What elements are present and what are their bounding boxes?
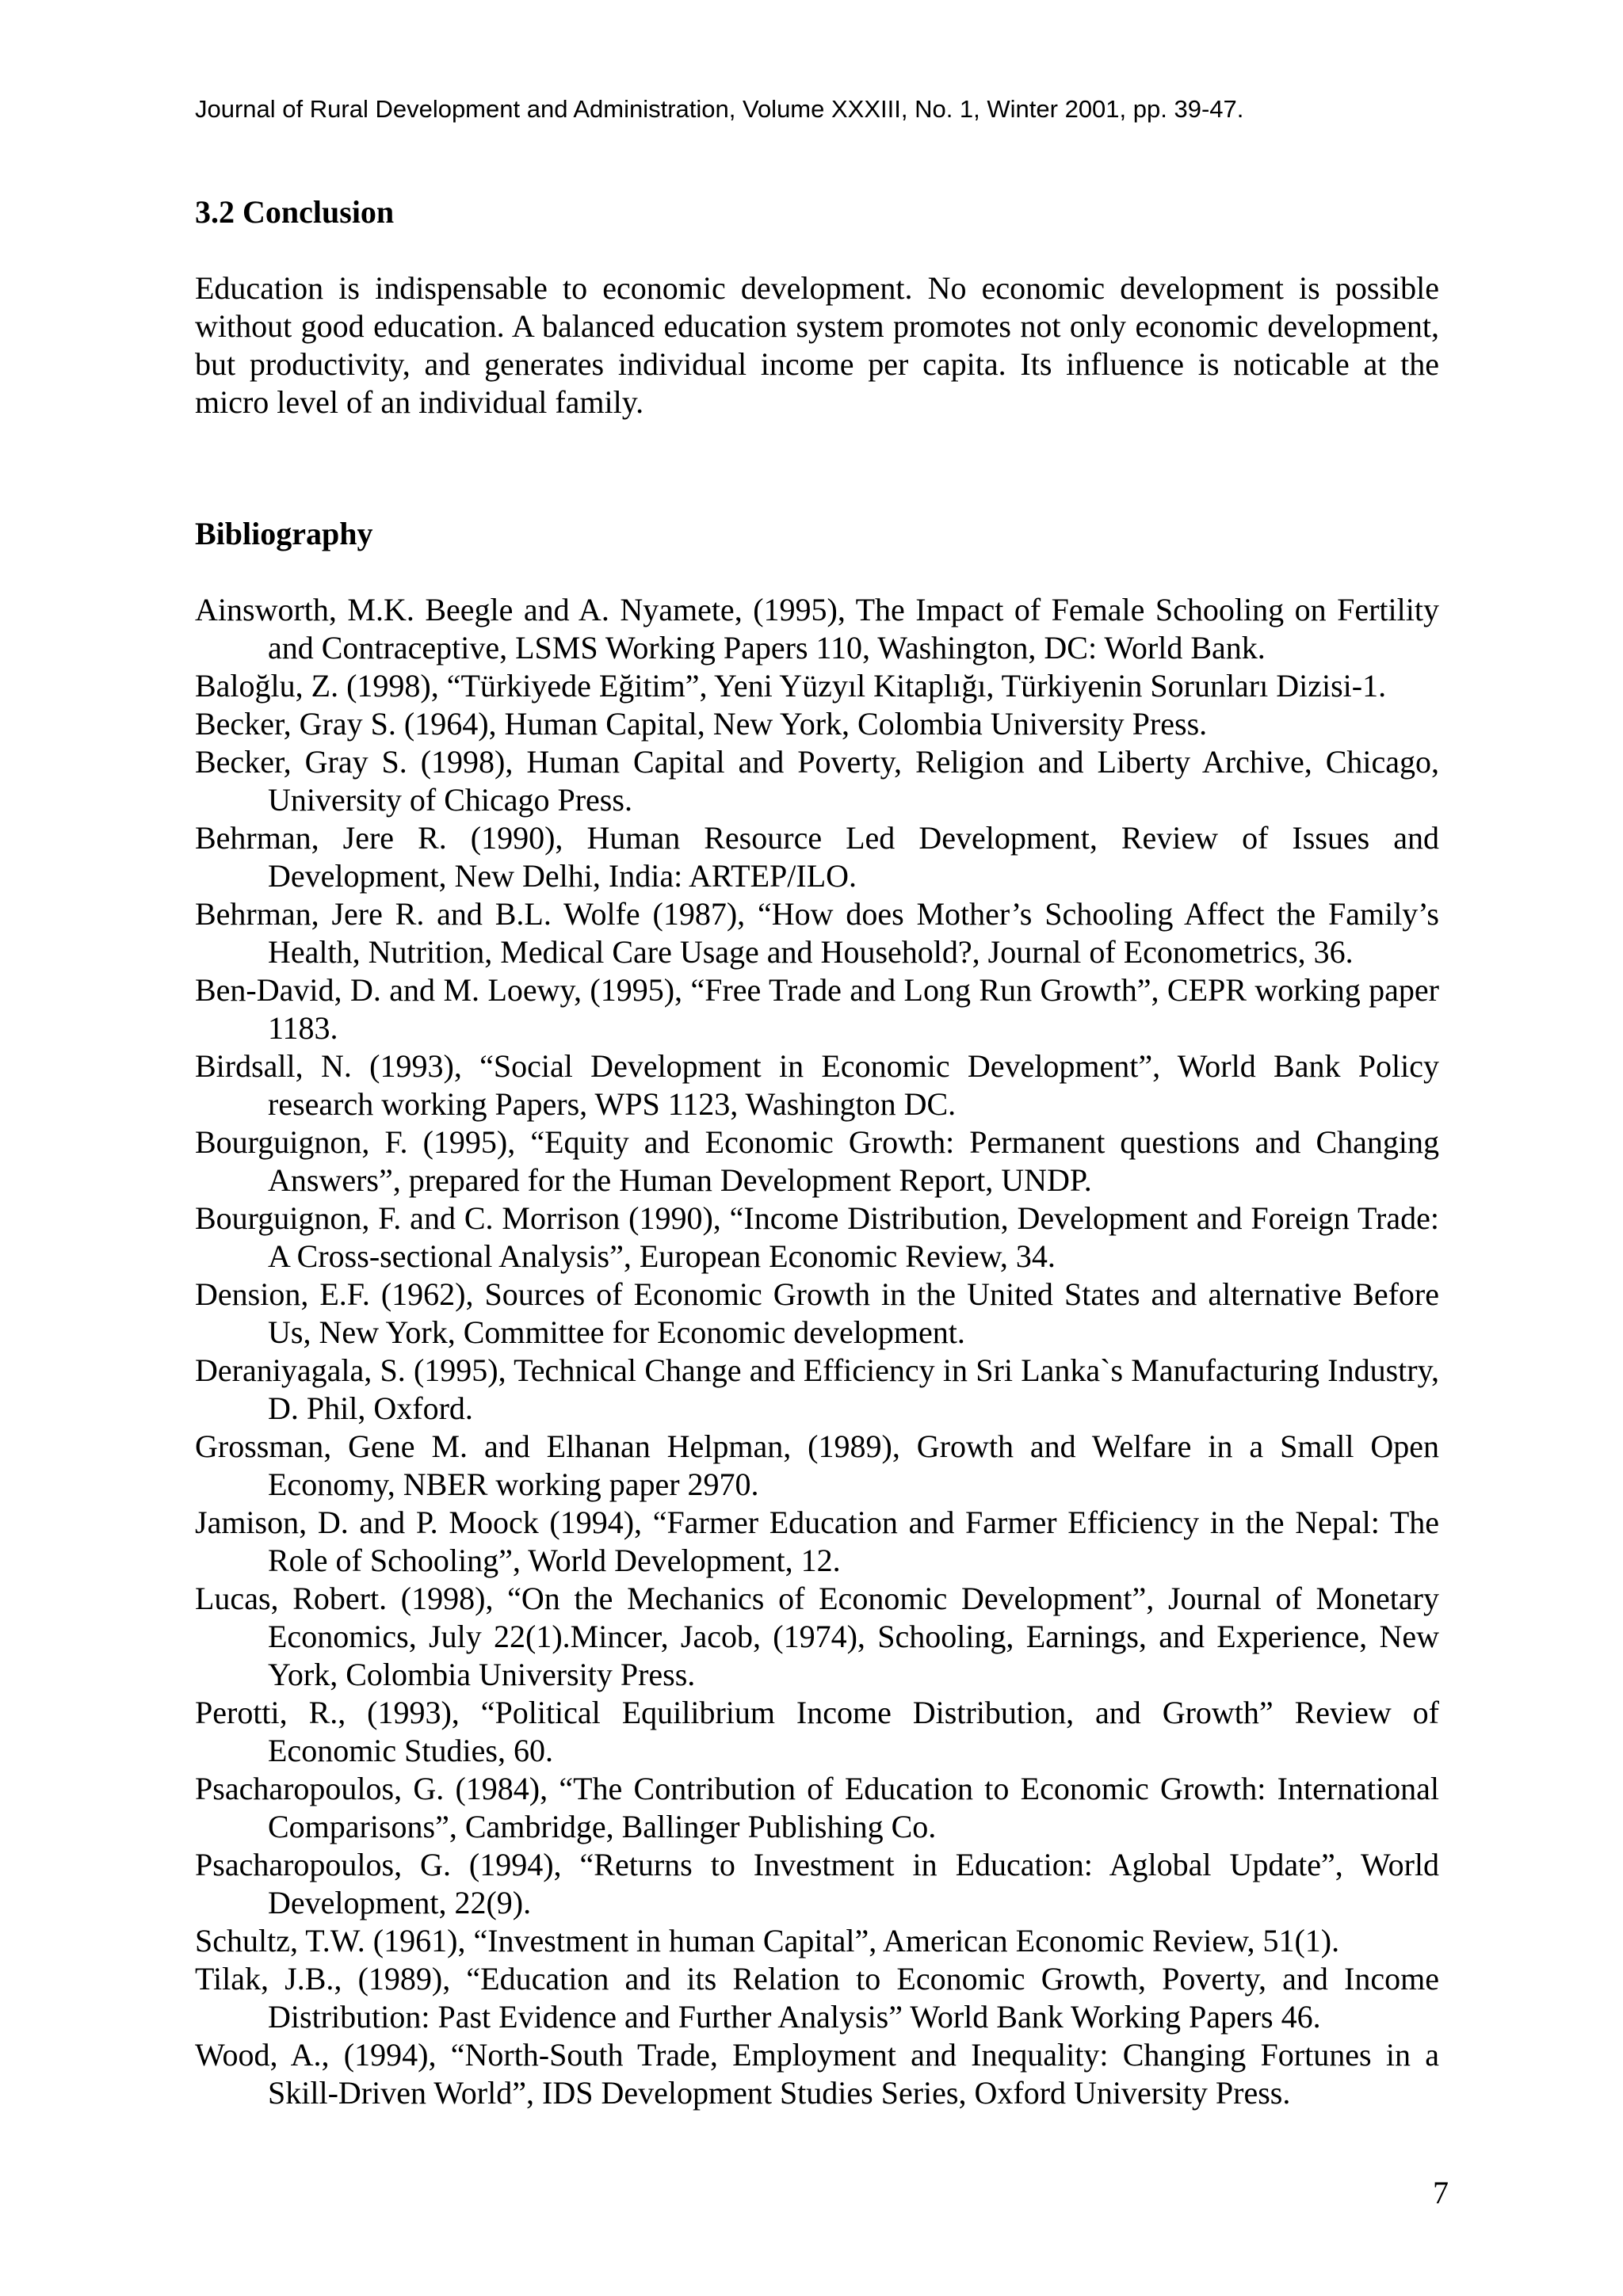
reference-item: Becker, Gray S. (1998), Human Capital and Poverty, Religion and Liberty Archive, Chicago, University of Chicago Press. <box>195 744 1439 818</box>
reference-item: Deraniyagala, S. (1995), Technical Change and Efficiency in Sri Lanka`s Manufacturing Industry, D. Phil, Oxford. <box>195 1352 1439 1426</box>
reference-item: Jamison, D. and P. Moock (1994), “Farmer Education and Farmer Efficiency in the Nepal: The Role of Schooling”, World Development, 12. <box>195 1505 1439 1578</box>
reference-item: Schultz, T.W. (1961), “Investment in human Capital”, American Economic Review, 51(1). <box>195 1923 1340 1958</box>
reference-item: Dension, E.F. (1962), Sources of Economic Growth in the United States and alternative Before Us, New York, Committee for Economic development. <box>195 1276 1439 1350</box>
reference-item: Grossman, Gene M. and Elhanan Helpman, (1989), Growth and Welfare in a Small Open Economy, NBER working paper 2970. <box>195 1428 1439 1502</box>
reference-item: Psacharopoulos, G. (1984), “The Contribution of Education to Economic Growth: International Comparisons”, Cambridge, Ballinger Publishing Co. <box>195 1771 1439 1844</box>
conclusion-paragraph: Education is indispensable to economic development. No economic development is possible without good education. A balanced education system promotes not only economic development, but productivity, and generates individual income per capita. Its influence is noticable at the micro level of an individual family. <box>195 270 1439 420</box>
reference-item: Birdsall, N. (1993), “Social Development in Economic Development”, World Bank Policy research working Papers, WPS 1123, Washington DC. <box>195 1048 1439 1122</box>
reference-item: Behrman, Jere R. (1990), Human Resource Led Development, Review of Issues and Development, New Delhi, India: ARTEP/ILO. <box>195 820 1439 894</box>
reference-item: Bourguignon, F. and C. Morrison (1990), “Income Distribution, Development and Foreign Trade: A Cross-sectional Analysis”, European Economic Review, 34. <box>195 1200 1439 1274</box>
reference-item: Behrman, Jere R. and B.L. Wolfe (1987), “How does Mother’s Schooling Affect the Family’s Health, Nutrition, Medical Care Usage and Household?, Journal of Econometrics, 36. <box>195 896 1439 970</box>
journal-header: Journal of Rural Development and Administration, Volume XXXIII, No. 1, Winter 2001, pp. 39-47. <box>195 95 1244 123</box>
reference-item: Becker, Gray S. (1964), Human Capital, New York, Colombia University Press. <box>195 706 1208 742</box>
page-content <box>195 193 1439 2112</box>
conclusion-heading: 3.2 Conclusion <box>195 194 395 230</box>
reference-item: Baloğlu, Z. (1998), “Türkiyede Eğitim”, Yeni Yüzyıl Kitaplığı, Türkiyenin Sorunları Dizisi-1. <box>195 668 1387 704</box>
bibliography-heading: Bibliography <box>195 516 373 551</box>
reference-item: Bourguignon, F. (1995), “Equity and Economic Growth: Permanent questions and Changing Answers”, prepared for the Human Development Report, UNDP. <box>195 1124 1439 1198</box>
reference-item: Perotti, R., (1993), “Political Equilibrium Income Distribution, and Growth” Review of Economic Studies, 60. <box>195 1695 1439 1768</box>
reference-item: Wood, A., (1994), “North-South Trade, Employment and Inequality: Changing Fortunes in a Skill-Driven World”, IDS Development Studies Series, Oxford University Press. <box>195 2037 1439 2111</box>
reference-item: Tilak, J.B., (1989), “Education and its Relation to Economic Growth, Poverty, and Income Distribution: Past Evidence and Further Analysis” World Bank Working Papers 46. <box>195 1961 1439 2035</box>
page-number: 7 <box>1433 2175 1449 2210</box>
reference-item: Lucas, Robert. (1998), “On the Mechanics of Economic Development”, Journal of Monetary Economics, July 22(1).Mincer, Jacob, (1974), Schooling, Earnings, and Experience, New York, Colombia University Press. <box>195 1581 1439 1692</box>
reference-item: Ainsworth, M.K. Beegle and A. Nyamete, (1995), The Impact of Female Schooling on Fertility and Contraceptive, LSMS Working Papers 110, Washington, DC: World Bank. <box>195 592 1439 666</box>
reference-item: Ben-David, D. and M. Loewy, (1995), “Free Trade and Long Run Growth”, CEPR working paper 1183. <box>195 972 1439 1046</box>
reference-list <box>195 591 1439 2112</box>
reference-item: Psacharopoulos, G. (1994), “Returns to Investment in Education: Aglobal Update”, World Development, 22(9). <box>195 1847 1439 1920</box>
